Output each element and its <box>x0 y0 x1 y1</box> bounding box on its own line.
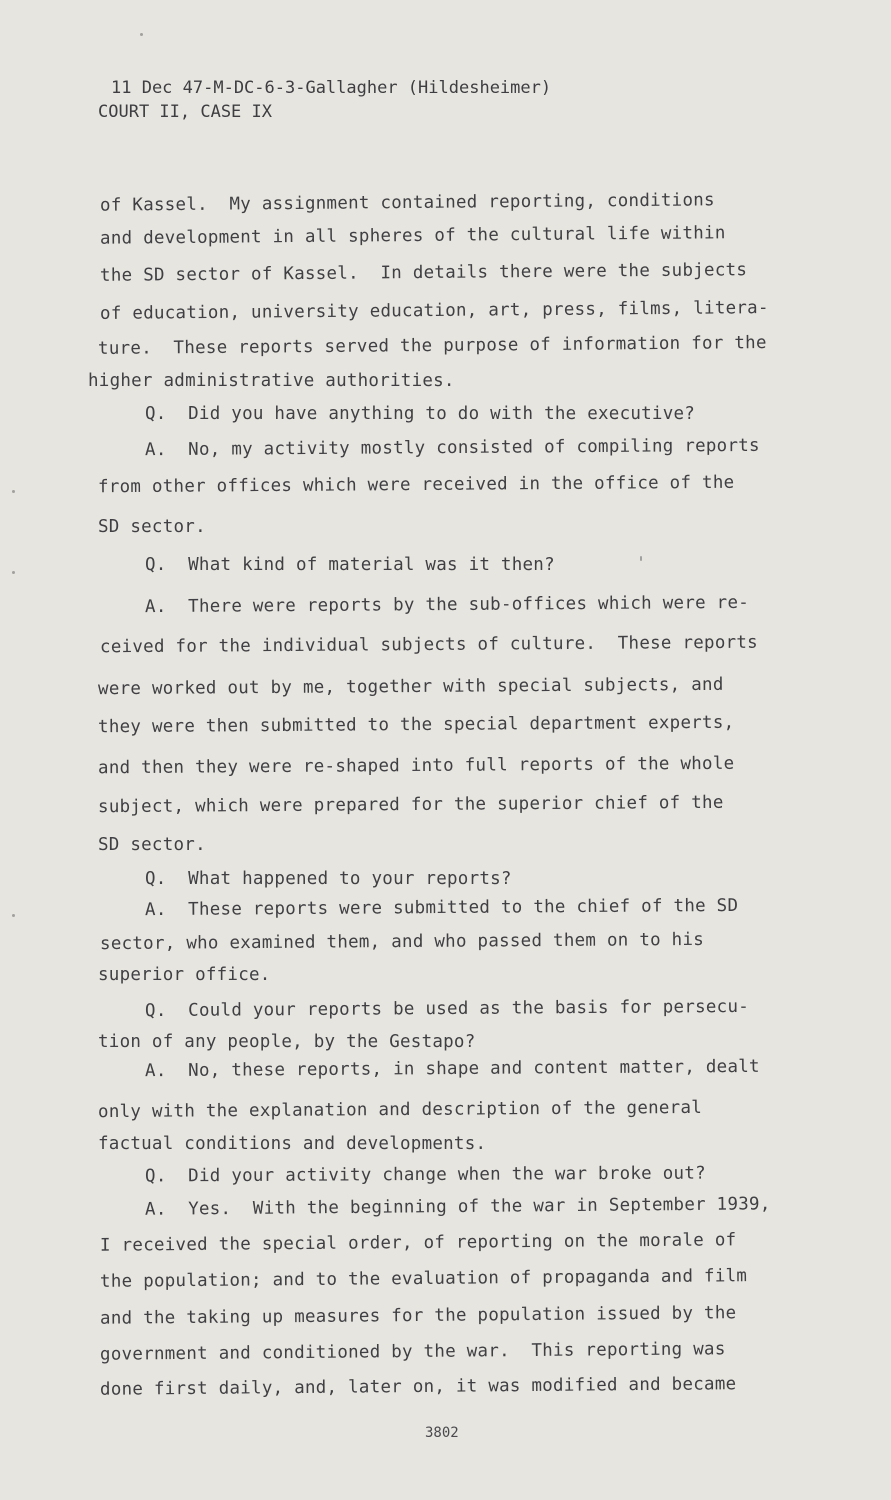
transcript-line: from other offices which were received in the office of the <box>97 472 735 498</box>
transcript-line: and development in all spheres of the cultural life within <box>99 223 726 249</box>
transcript-line: factual conditions and developments. <box>98 1134 487 1154</box>
transcript-line: Q. Did you have anything to do with the executive? <box>145 404 696 424</box>
transcript-line: ture. These reports served the purpose of information for the <box>97 333 767 359</box>
transcript-line: A. There were reports by the sub-offices which were re- <box>144 592 750 618</box>
scan-speck <box>12 571 15 574</box>
transcript-line: the SD sector of Kassel. In details there were the subjects <box>99 260 748 286</box>
transcript-line: only with the explanation and description of the general <box>97 1097 703 1123</box>
scan-speck <box>140 33 143 36</box>
page-number: 3802 <box>425 1425 459 1441</box>
transcript-line: A. No, my activity mostly consisted of compiling reports <box>144 435 760 461</box>
transcript-line: done first daily, and, later on, it was modified and became <box>99 1374 737 1400</box>
transcript-line: sector, who examined them, and who passed them on to his <box>99 929 705 955</box>
transcript-line: I received the special order, of reporting on the morale of <box>99 1230 737 1256</box>
transcript-line: they were then submitted to the special department experts, <box>97 712 735 738</box>
scan-speck <box>12 490 15 493</box>
transcript-line: A. Yes. With the beginning of the war in September 1939, <box>144 1194 771 1220</box>
header-court-case: COURT II, CASE IX <box>98 102 272 122</box>
transcript-line: of education, university education, art, press, films, litera- <box>99 298 769 324</box>
transcript-line: Q. Did your activity change when the war broke out? <box>144 1163 706 1187</box>
transcript-line: and then they were re-shaped into full reports of the whole <box>97 753 735 779</box>
transcript-line: the population; and to the evaluation of propaganda and film <box>99 1266 748 1292</box>
transcript-line: higher administrative authorities. <box>88 371 455 391</box>
transcript-line: A. These reports were submitted to the chief of the SD <box>144 895 739 921</box>
transcript-line: of Kassel. My assignment contained reporting, conditions <box>99 190 715 216</box>
transcript-line: SD sector. <box>98 517 206 537</box>
transcript-line: were worked out by me, together with special subjects, and <box>97 674 724 700</box>
scan-speck <box>640 556 642 561</box>
header-transcript-id: 11 Dec 47-M-DC-6-3-Gallagher (Hildesheimer) <box>111 78 552 98</box>
transcript-line: Q. What happened to your reports? <box>145 869 512 889</box>
transcript-line: and the taking up measures for the population issued by the <box>99 1303 737 1329</box>
transcript-line: government and conditioned by the war. This reporting was <box>99 1339 726 1365</box>
scan-speck <box>12 914 15 917</box>
transcript-line: ceived for the individual subjects of culture. These reports <box>99 632 759 658</box>
transcript-line: Q. What kind of material was it then? <box>145 555 555 575</box>
transcript-line: Q. Could your reports be used as the basis for persecu- <box>144 996 750 1022</box>
transcript-line: tion of any people, by the Gestapo? <box>98 1032 476 1052</box>
transcript-line: subject, which were prepared for the superior chief of the <box>97 792 724 818</box>
transcript-line: A. No, these reports, in shape and content matter, dealt <box>144 1056 760 1082</box>
transcript-line: SD sector. <box>98 835 206 855</box>
transcript-line: superior office. <box>98 965 271 985</box>
